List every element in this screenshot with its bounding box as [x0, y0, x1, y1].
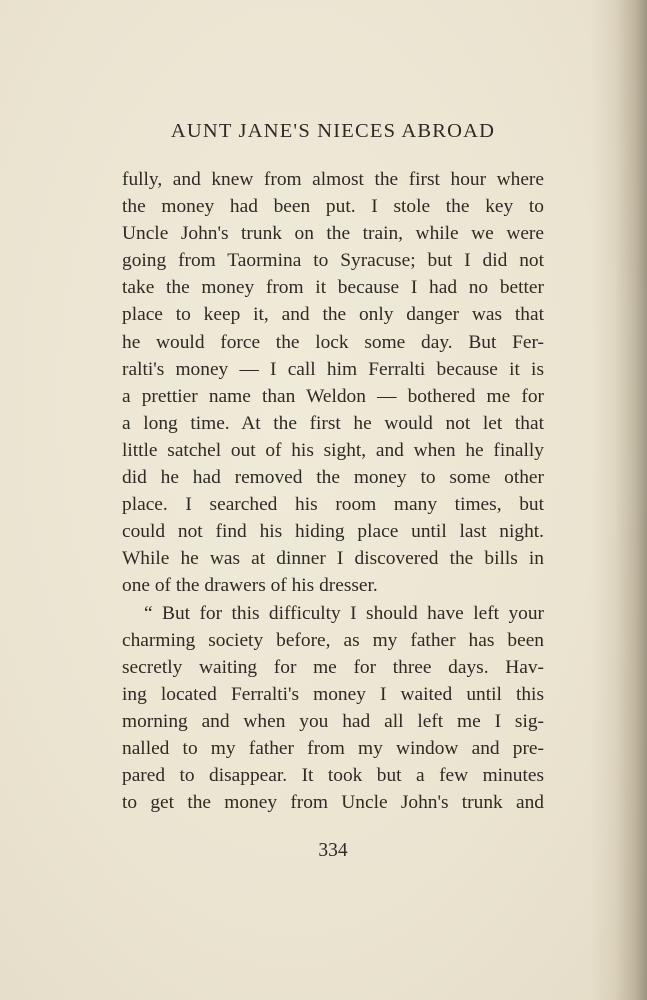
- text-line: he would force the lock some day. But Fer-: [122, 331, 544, 353]
- text-line: ing located Ferralti's money I waited until this: [122, 683, 544, 705]
- text-line: a long time. At the first he would not let that: [122, 412, 544, 434]
- text-line: to get the money from Uncle John's trunk and: [122, 792, 544, 814]
- page-number: 334: [318, 840, 348, 861]
- text-line: take the money from it because I had no better: [122, 277, 544, 299]
- text-line: going from Taormina to Syracuse; but I did not: [122, 250, 544, 272]
- text-line: While he was at dinner I discovered the bills in: [122, 548, 544, 570]
- text-line: nalled to my father from my window and pre-: [122, 737, 544, 759]
- text-line: one of the drawers of his dresser.: [122, 575, 378, 597]
- text-line: charming society before, as my father has been: [122, 629, 544, 651]
- text-line: Uncle John's trunk on the train, while we were: [122, 223, 544, 245]
- text-line: place. I searched his room many times, but: [122, 494, 544, 516]
- text-line: secretly waiting for me for three days. Hav-: [122, 656, 544, 678]
- text-line: morning and when you had all left me I sig-: [122, 710, 544, 732]
- text-line: “ But for this difficulty I should have left your: [144, 602, 544, 624]
- text-line: little satchel out of his sight, and when he finally: [122, 439, 544, 461]
- text-line: a prettier name than Weldon — bothered me for: [122, 385, 544, 407]
- body-text: [122, 166, 544, 816]
- running-head: AUNT JANE'S NIECES ABROAD: [170, 120, 496, 142]
- text-line: pared to disappear. It took but a few minutes: [122, 765, 544, 787]
- text-line: fully, and knew from almost the first hour where: [122, 169, 544, 190]
- text-line: place to keep it, and the only danger was that: [122, 304, 544, 326]
- text-line: ralti's money — I call him Ferralti because it is: [122, 358, 544, 380]
- text-line: did he had removed the money to some other: [122, 467, 544, 489]
- text-line: could not find his hiding place until last night.: [122, 521, 544, 543]
- text-line: the money had been put. I stole the key to: [122, 196, 544, 218]
